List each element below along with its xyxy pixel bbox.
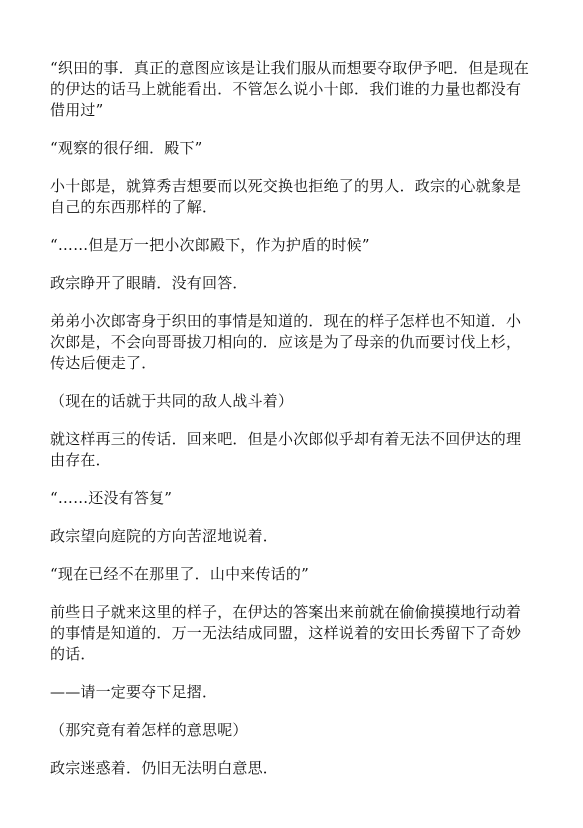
paragraph: “现在已经不在那里了．山中来传话的” xyxy=(50,565,309,583)
paragraph: （现在的话就于共同的敌人战斗着） xyxy=(50,392,294,410)
paragraph: “观察的很仔细．殿下” xyxy=(50,139,203,157)
document-page xyxy=(50,58,534,796)
paragraph: 前些日子就来这里的样子，在伊达的答案出来前就在偷偷摸摸地行动着的事情是知道的．万一无法结成同盟，这样说着的安田长秀留下了奇妙的话． xyxy=(50,603,522,663)
paragraph: （那究竟有着怎样的意思呢） xyxy=(50,721,248,739)
paragraph: ——请一定要夺下足摺． xyxy=(50,683,218,701)
paragraph: 弟弟小次郎寄身于织田的事情是知道的．现在的样子怎样也不知道．小次郎是，不会向哥哥拔刀相向的．应该是为了母亲的仇而要讨伐上杉，传达后便走了． xyxy=(50,312,522,372)
paragraph: “……但是万一把小次郎殿下，作为护盾的时候” xyxy=(50,236,370,254)
paragraph: 就这样再三的传话．回来吧．但是小次郎似乎却有着无法不回伊达的理由存在． xyxy=(50,430,522,469)
paragraph: 政宗睁开了眼睛．没有回答． xyxy=(50,274,248,292)
paragraph: 小十郎是，就算秀吉想要而以死交换也拒绝了的男人．政宗的心就象是自己的东西那样的了解． xyxy=(50,177,522,216)
paragraph: “织田的事．真正的意图应该是让我们服从而想要夺取伊予吧．但是现在的伊达的话马上就能看出．不管怎么说小十郎．我们谁的力量也都没有借用过” xyxy=(50,59,530,119)
paragraph: “……还没有答复” xyxy=(50,489,173,507)
paragraph: 政宗迷惑着．仍旧无法明白意思． xyxy=(50,759,279,777)
paragraph: 政宗望向庭院的方向苦涩地说着． xyxy=(50,527,279,545)
